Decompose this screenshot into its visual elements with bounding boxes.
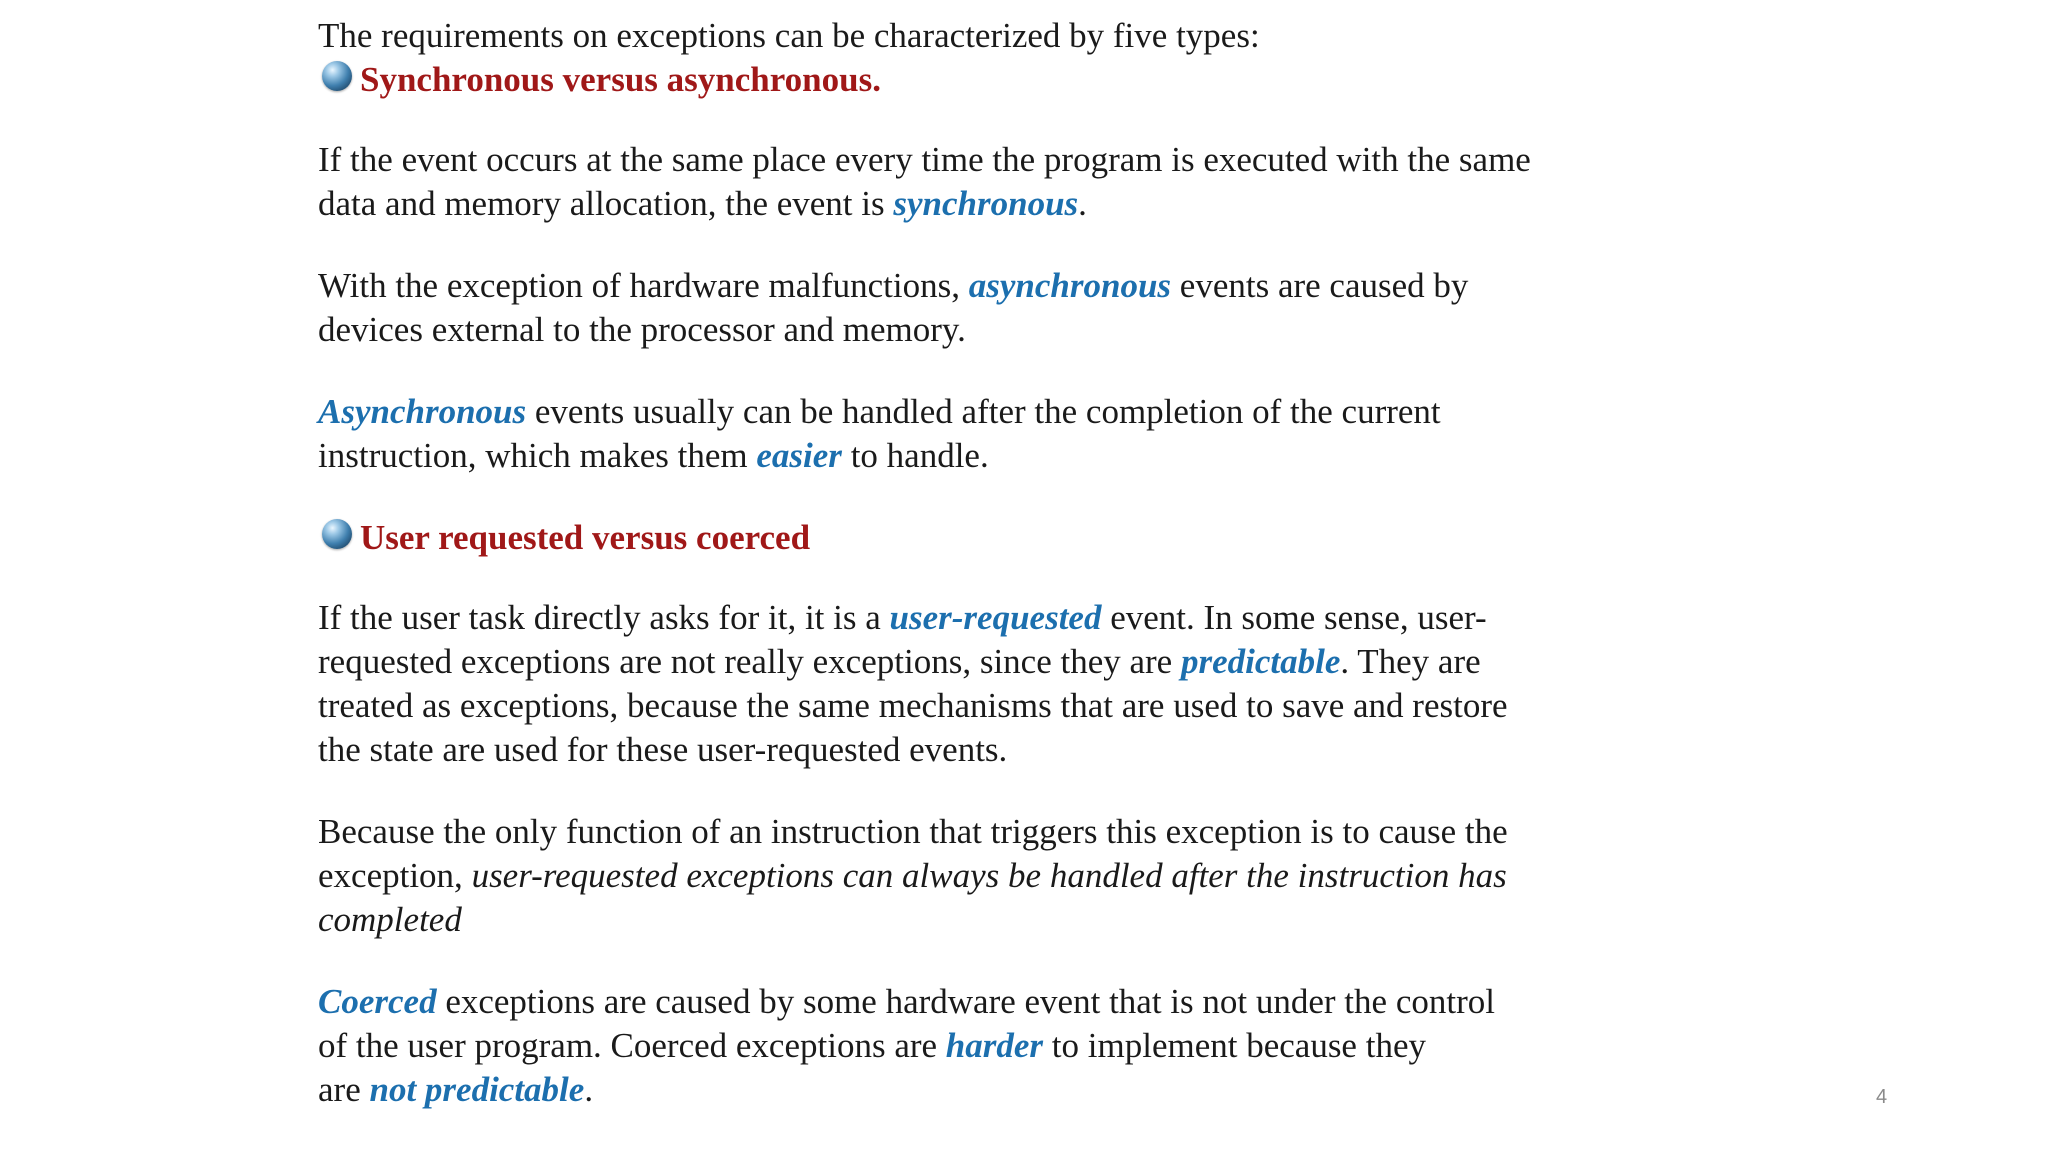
text-line: treated as exceptions, because the same mechanisms that are used to save and restore — [318, 686, 1508, 725]
text-span: . They are — [1340, 642, 1481, 681]
text-span: exception, — [318, 856, 472, 895]
text-span: . — [584, 1070, 594, 1109]
paragraph-synchronous-definition — [318, 138, 1778, 226]
paragraph-asynchronous-handling — [318, 390, 1778, 478]
text-line — [318, 434, 1778, 478]
text-line — [318, 980, 1778, 1024]
highlight-user-requested: user-requested — [889, 598, 1102, 637]
highlight-harder: harder — [945, 1026, 1044, 1065]
highlight-easier: easier — [756, 436, 842, 475]
paragraph-trigger-instruction — [318, 810, 1778, 942]
paragraph-coerced — [318, 980, 1778, 1112]
text-span: to implement because they — [1043, 1026, 1426, 1065]
text-line: If the event occurs at the same place every time the program is executed with the same — [318, 140, 1531, 179]
text-span: requested exceptions are not really exceptions, since they are — [318, 642, 1181, 681]
italic-completed: completed — [318, 900, 462, 939]
text-line: the state are used for these user-requested events. — [318, 730, 1008, 769]
paragraph-asynchronous-definition — [318, 264, 1778, 352]
text-span: are — [318, 1070, 370, 1109]
text-span: exceptions are caused by some hardware event that is not under the control — [436, 982, 1495, 1021]
text-line — [318, 390, 1778, 434]
highlight-asynchronous-2: Asynchronous — [318, 392, 527, 431]
heading-synchronous-label: Synchronous versus asynchronous. — [360, 60, 881, 99]
text-span: to handle. — [841, 436, 989, 475]
highlight-coerced: Coerced — [318, 982, 437, 1021]
text-line — [318, 596, 1778, 640]
text-line: devices external to the processor and memory. — [318, 310, 966, 349]
highlight-synchronous: synchronous — [893, 184, 1079, 223]
text-span: event. In some sense, user- — [1101, 598, 1487, 637]
text-span: events are caused by — [1171, 266, 1469, 305]
text-span: With the exception of hardware malfunctions, — [318, 266, 969, 305]
text-line — [318, 1068, 1778, 1112]
text-line — [318, 640, 1778, 684]
heading-user-requested-label: User requested versus coerced — [360, 518, 811, 557]
text-line — [318, 182, 1778, 226]
intro-text: The requirements on exceptions can be characterized by five types: — [318, 16, 1260, 55]
text-line — [318, 854, 1778, 898]
text-span: data and memory allocation, the event is — [318, 184, 894, 223]
text-span: of the user program. Coerced exceptions are — [318, 1026, 946, 1065]
highlight-asynchronous: asynchronous — [968, 266, 1172, 305]
page-number: 4 — [1876, 1086, 1888, 1108]
heading-user-requested — [318, 516, 1778, 560]
highlight-predictable: predictable — [1180, 642, 1341, 681]
paragraph-user-requested — [318, 596, 1778, 772]
heading-synchronous — [318, 58, 1778, 102]
text-line — [318, 1024, 1778, 1068]
highlight-not-predictable: not predictable — [369, 1070, 585, 1109]
sphere-bullet-icon — [322, 519, 352, 549]
text-span: instruction, which makes them — [318, 436, 757, 475]
text-span: events usually can be handled after the completion of the current — [526, 392, 1441, 431]
text-span: If the user task directly asks for it, it is a — [318, 598, 890, 637]
text-line: Because the only function of an instruction that triggers this exception is to cause the — [318, 812, 1508, 851]
text-line — [318, 264, 1778, 308]
italic-user-requested-handled: user-requested exceptions can always be handled after the instruction has — [471, 856, 1507, 895]
slide-content — [318, 14, 1778, 1112]
text-span: . — [1078, 184, 1087, 223]
sphere-bullet-icon — [322, 61, 352, 91]
